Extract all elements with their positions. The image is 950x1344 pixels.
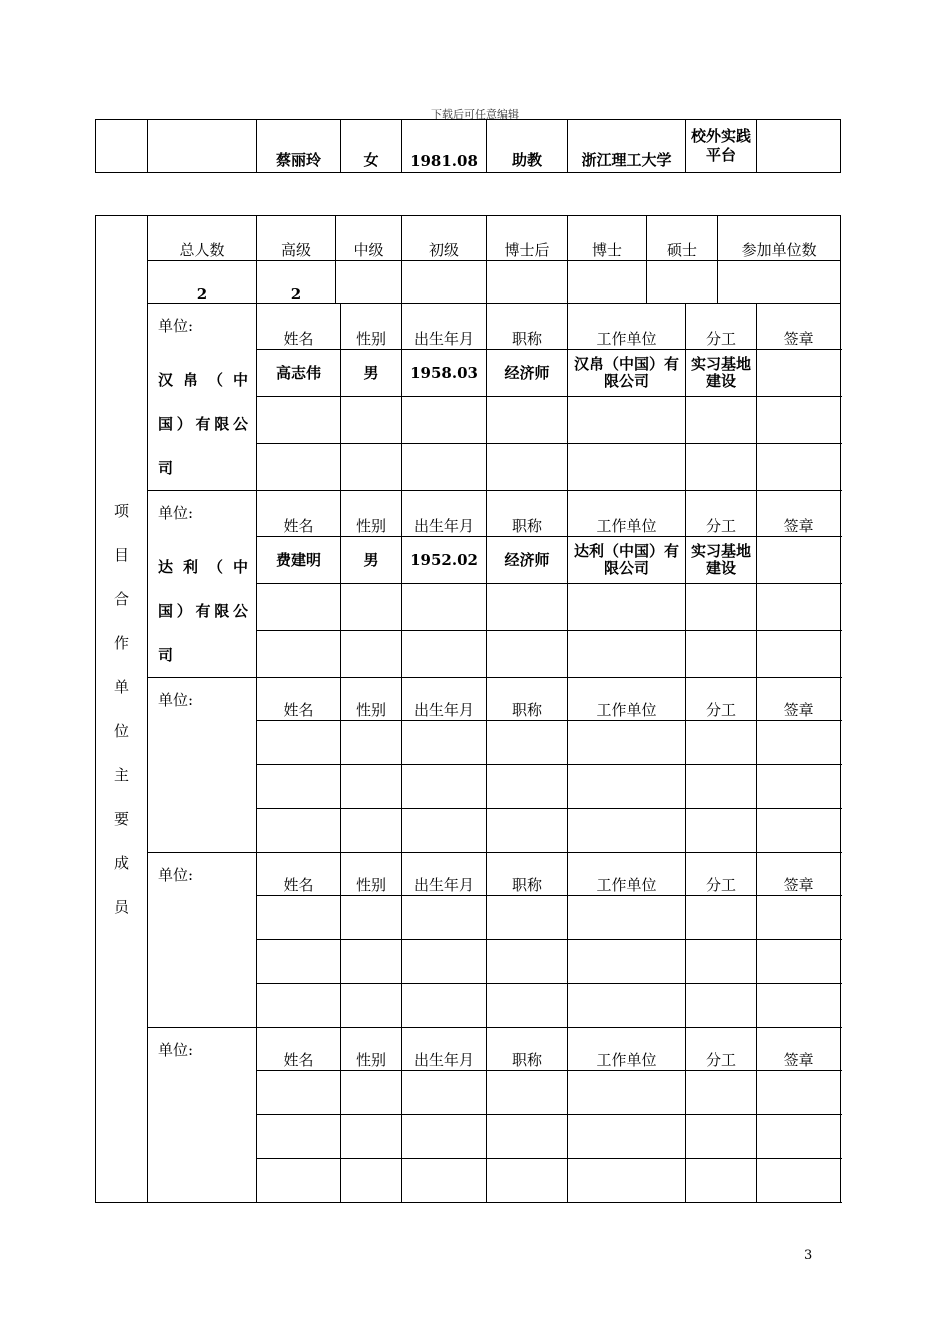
header-title: 职称 bbox=[487, 678, 568, 721]
member-birth: 1958.03 bbox=[402, 349, 487, 396]
empty-cell bbox=[96, 120, 148, 173]
header-name: 姓名 bbox=[257, 304, 341, 350]
header-title: 职称 bbox=[487, 853, 568, 896]
unit-name: 国）有限公 bbox=[158, 602, 248, 620]
member-header-row bbox=[96, 1028, 841, 1071]
unit-label: 单位: bbox=[158, 317, 194, 335]
header-title: 职称 bbox=[487, 304, 568, 350]
member-gender: 女 bbox=[341, 120, 402, 173]
header-workplace: 工作单位 bbox=[568, 853, 686, 896]
header-name: 姓名 bbox=[257, 853, 341, 896]
header-workplace: 工作单位 bbox=[568, 678, 686, 721]
member-workplace: 汉帛（中国）有限公司 bbox=[568, 349, 686, 396]
header-name: 姓名 bbox=[257, 1028, 341, 1071]
top-member-table bbox=[95, 119, 841, 173]
count-header-units: 参加单位数 bbox=[718, 216, 841, 261]
unit-cell bbox=[148, 304, 257, 491]
header-birth: 出生年月 bbox=[402, 491, 487, 537]
unit-name: 国）有限公 bbox=[158, 415, 248, 433]
member-birth: 1952.02 bbox=[402, 536, 487, 583]
member-header-row bbox=[96, 304, 841, 350]
unit-cell bbox=[148, 853, 257, 1028]
count-header-total: 总人数 bbox=[148, 216, 257, 261]
header-signature: 签章 bbox=[757, 304, 841, 350]
header-gender: 性别 bbox=[341, 678, 402, 721]
count-master bbox=[647, 261, 718, 304]
page-number: 3 bbox=[804, 1248, 813, 1263]
count-header-master: 硕士 bbox=[647, 216, 718, 261]
member-name: 费建明 bbox=[257, 536, 341, 583]
header-name: 姓名 bbox=[257, 678, 341, 721]
count-header-postdoc: 博士后 bbox=[487, 216, 568, 261]
section-label: 项 目 合 作 单 位 主 要 成 员 bbox=[96, 216, 148, 1203]
count-header-junior: 初级 bbox=[402, 216, 487, 261]
header-signature: 签章 bbox=[757, 1028, 841, 1071]
header-division: 分工 bbox=[686, 1028, 757, 1071]
member-header-row bbox=[96, 491, 841, 537]
count-total: 2 bbox=[148, 261, 257, 304]
member-division: 实习基地建设 bbox=[686, 536, 757, 583]
signature-cell bbox=[757, 120, 841, 173]
unit-label: 单位: bbox=[158, 691, 194, 709]
header-title: 职称 bbox=[487, 491, 568, 537]
header-signature: 签章 bbox=[757, 678, 841, 721]
header-birth: 出生年月 bbox=[402, 853, 487, 896]
unit-name: 司 bbox=[158, 646, 174, 664]
count-header-phd: 博士 bbox=[568, 216, 647, 261]
member-birth: 1981.08 bbox=[402, 120, 487, 173]
count-intermediate bbox=[336, 261, 402, 304]
header-division: 分工 bbox=[686, 853, 757, 896]
header-workplace: 工作单位 bbox=[568, 304, 686, 350]
member-gender: 男 bbox=[341, 536, 402, 583]
header-birth: 出生年月 bbox=[402, 678, 487, 721]
unit-name: 达 利 （ 中 bbox=[158, 558, 248, 576]
member-title: 助教 bbox=[487, 120, 568, 173]
header-birth: 出生年月 bbox=[402, 304, 487, 350]
count-header-intermediate: 中级 bbox=[336, 216, 402, 261]
unit-label: 单位: bbox=[158, 1041, 194, 1059]
table-row bbox=[96, 216, 841, 261]
signature-cell bbox=[757, 536, 841, 583]
header-workplace: 工作单位 bbox=[568, 1028, 686, 1071]
header-division: 分工 bbox=[686, 678, 757, 721]
header-birth: 出生年月 bbox=[402, 1028, 487, 1071]
count-junior bbox=[402, 261, 487, 304]
member-workplace: 浙江理工大学 bbox=[568, 120, 686, 173]
unit-cell bbox=[148, 491, 257, 678]
header-signature: 签章 bbox=[757, 491, 841, 537]
member-name: 高志伟 bbox=[257, 349, 341, 396]
header-gender: 性别 bbox=[341, 1028, 402, 1071]
unit-label: 单位: bbox=[158, 866, 194, 884]
member-header-row bbox=[96, 853, 841, 896]
member-workplace: 达利（中国）有限公司 bbox=[568, 536, 686, 583]
member-gender: 男 bbox=[341, 349, 402, 396]
member-division: 校外实践平台 bbox=[686, 120, 757, 173]
table-row bbox=[96, 120, 841, 173]
signature-cell bbox=[757, 349, 841, 396]
header-note: 下载后可任意编辑 bbox=[431, 108, 519, 121]
member-title: 经济师 bbox=[487, 349, 568, 396]
count-postdoc bbox=[487, 261, 568, 304]
unit-cell bbox=[148, 1028, 257, 1203]
header-gender: 性别 bbox=[341, 304, 402, 350]
header-division: 分工 bbox=[686, 491, 757, 537]
header-gender: 性别 bbox=[341, 853, 402, 896]
count-units bbox=[718, 261, 841, 304]
member-name: 蔡丽玲 bbox=[257, 120, 341, 173]
unit-name: 司 bbox=[158, 459, 174, 477]
unit-cell bbox=[148, 678, 257, 853]
unit-name: 汉 帛 （ 中 bbox=[158, 371, 248, 389]
header-signature: 签章 bbox=[757, 853, 841, 896]
header-workplace: 工作单位 bbox=[568, 491, 686, 537]
header-division: 分工 bbox=[686, 304, 757, 350]
table-row bbox=[96, 261, 841, 304]
member-division: 实习基地建设 bbox=[686, 349, 757, 396]
header-gender: 性别 bbox=[341, 491, 402, 537]
empty-cell bbox=[148, 120, 257, 173]
header-title: 职称 bbox=[487, 1028, 568, 1071]
cooperation-members-table bbox=[95, 215, 841, 1203]
count-phd bbox=[568, 261, 647, 304]
header-name: 姓名 bbox=[257, 491, 341, 537]
unit-label: 单位: bbox=[158, 504, 194, 522]
member-title: 经济师 bbox=[487, 536, 568, 583]
count-header-senior: 高级 bbox=[257, 216, 336, 261]
member-header-row bbox=[96, 678, 841, 721]
count-senior: 2 bbox=[257, 261, 336, 304]
